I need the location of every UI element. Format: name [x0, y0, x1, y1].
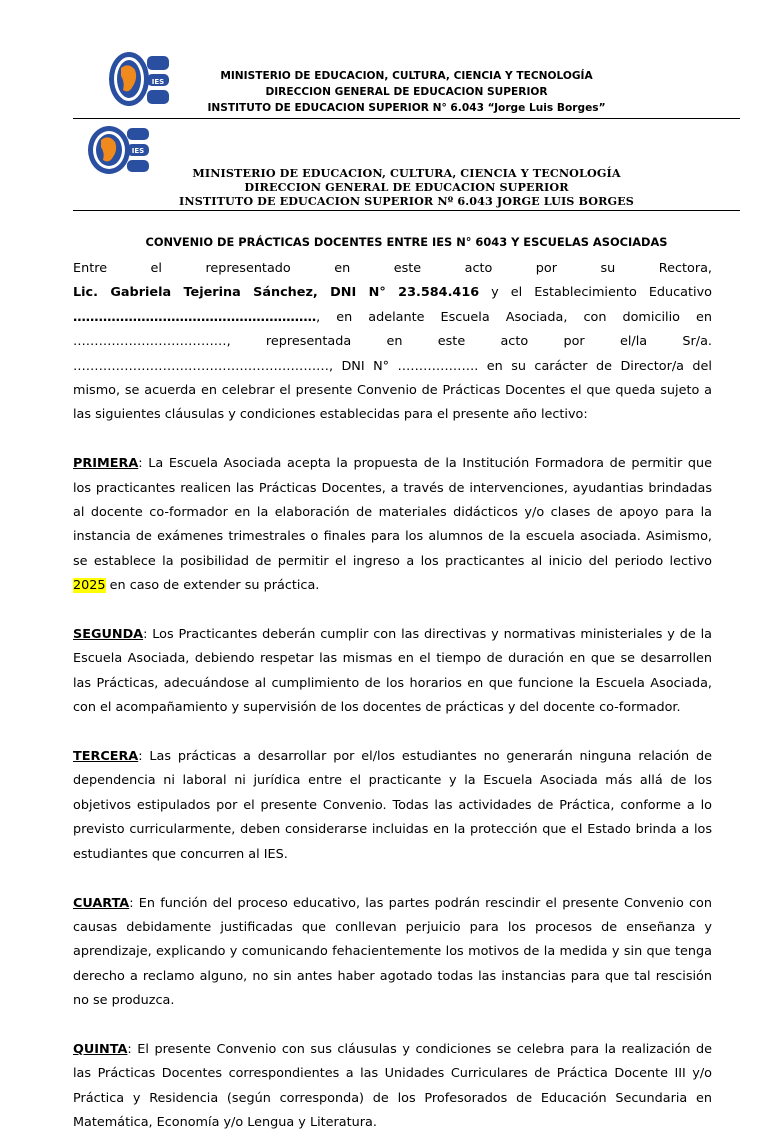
header-institute-line: INSTITUTO DE EDUCACION SUPERIOR Nº 6.043 JORGE LUIS BORGES — [179, 194, 634, 208]
clause-label: CUARTA — [73, 895, 130, 911]
svg-text:IES: IES — [131, 147, 145, 155]
clause-text: : Los Practicantes deberán cumplir con las directivas y normativas ministeriales y de la Escuela Asociada, debiendo respetar las mismas en el tiempo de duración en que se desarrollen las Prácticas, adecuándose al cumplimiento de los horarios en que funcione la Escuela Asociada, con el acompañamiento y supervisión de los docentes de prácticas y del docente co-formador. — [73, 627, 712, 716]
clause-label: PRIMERA — [73, 456, 139, 472]
header-ministry-line: MINISTERIO DE EDUCACION, CULTURA, CIENCIA Y TECNOLOGÍA — [192, 166, 621, 180]
clause-label: QUINTA — [73, 1041, 128, 1057]
header-institute-line: INSTITUTO DE EDUCACION SUPERIOR N° 6.043 “Jorge Luis Borges” — [207, 102, 606, 114]
header-ministry-line: MINISTERIO DE EDUCACION, CULTURA, CIENCIA Y TECNOLOGÍA — [220, 70, 593, 82]
intro-text: Entre el representado en este acto por su Rectora, — [73, 261, 712, 276]
highlighted-year: 2025 — [73, 578, 106, 594]
clause-segunda — [73, 623, 712, 721]
document-body — [73, 257, 712, 1136]
header-primary-text — [73, 68, 740, 116]
clause-cuarta — [73, 892, 712, 1014]
clause-label: SEGUNDA — [73, 627, 144, 643]
intro-paragraph — [73, 257, 712, 428]
establishment-blank: ………………………………………………… — [73, 309, 317, 325]
clause-text: : En función del proceso educativo, las partes podrán rescindir el presente Convenio con causas debidamente justificadas que conllevan perjuicio para los procesos de enseñanza y aprendizaje, explicando y comunicando fehacientemente los motivos de la medida y sin que tenga derecho a reclamo alguno, no sin antes haber agotado todas las instancias para que tal rescisión no se produzca. — [73, 895, 712, 1009]
header-direction-line: DIRECCION GENERAL DE EDUCACION SUPERIOR — [244, 180, 569, 194]
svg-text:IES: IES — [151, 78, 165, 86]
intro-text: , en adelante Escuela Asociada, con domicilio en ………………………………, representada en este acto por el/la Sr/a. ……………………………………………………, DNI N° ………………. en su carácter de Director/a del mismo, se acuerda en celebrar el presente Convenio de Prácticas Docentes el que queda sujeto a las siguientes cláusulas y condiciones establecidas para el presente año lectivo: — [73, 309, 712, 423]
clause-quinta — [73, 1038, 712, 1136]
document-title: CONVENIO DE PRÁCTICAS DOCENTES ENTRE IES N° 6043 Y ESCUELAS ASOCIADAS — [145, 235, 668, 249]
clause-text: en caso de extender su práctica. — [105, 578, 320, 594]
header-secondary-text — [73, 166, 740, 208]
institution-header-secondary — [73, 122, 740, 211]
rector-name: Lic. Gabriela Tejerina Sánchez, DNI N° 23.584.416 — [73, 285, 480, 301]
header-direction-line: DIRECCION GENERAL DE EDUCACION SUPERIOR — [265, 86, 548, 98]
clause-text: : Las prácticas a desarrollar por el/los estudiantes no generarán ninguna relación de dependencia ni laboral ni jurídica entre el practicante y la Escuela Asociada más allá de los objetivos estipulados por el presente Convenio. Todas las actividades de Práctica, conforme a lo previsto curricularmente, deben considerarse incluidas en la protección que el Estado brinda a los estudiantes que concurren al IES. — [73, 749, 712, 862]
intro-text: y el Establecimiento Educativo — [479, 285, 712, 301]
clause-text: : La Escuela Asociada acepta la propuesta de la Institución Formadora de permitir que los practicantes realicen las Prácticas Docentes, a través de intervenciones, ayudantias brindadas al docente co-formador en la elaboración de materiales didácticos y/o clases de apoyo para la instancia de exámenes trimestrales o finales para los alumnos de la escuela asociada. Asimismo, se establece la posibilidad de permitir el ingreso a los practicantes al inicio del periodo lectivo — [73, 456, 712, 569]
clause-label: TERCERA — [73, 749, 139, 765]
institution-header-primary — [73, 44, 740, 119]
clause-tercera — [73, 745, 712, 867]
clause-primera — [73, 452, 712, 598]
clause-text: : El presente Convenio con sus cláusulas y condiciones se celebra para la realización de las Prácticas Docentes correspondientes a las Unidades Curriculares de Práctica Docente III y/o Práctica y Residencia (según corresponda) de los Profesorados de Educación Secundaria en Matemática, Economía y/o Lengua y Literatura. — [73, 1041, 712, 1131]
